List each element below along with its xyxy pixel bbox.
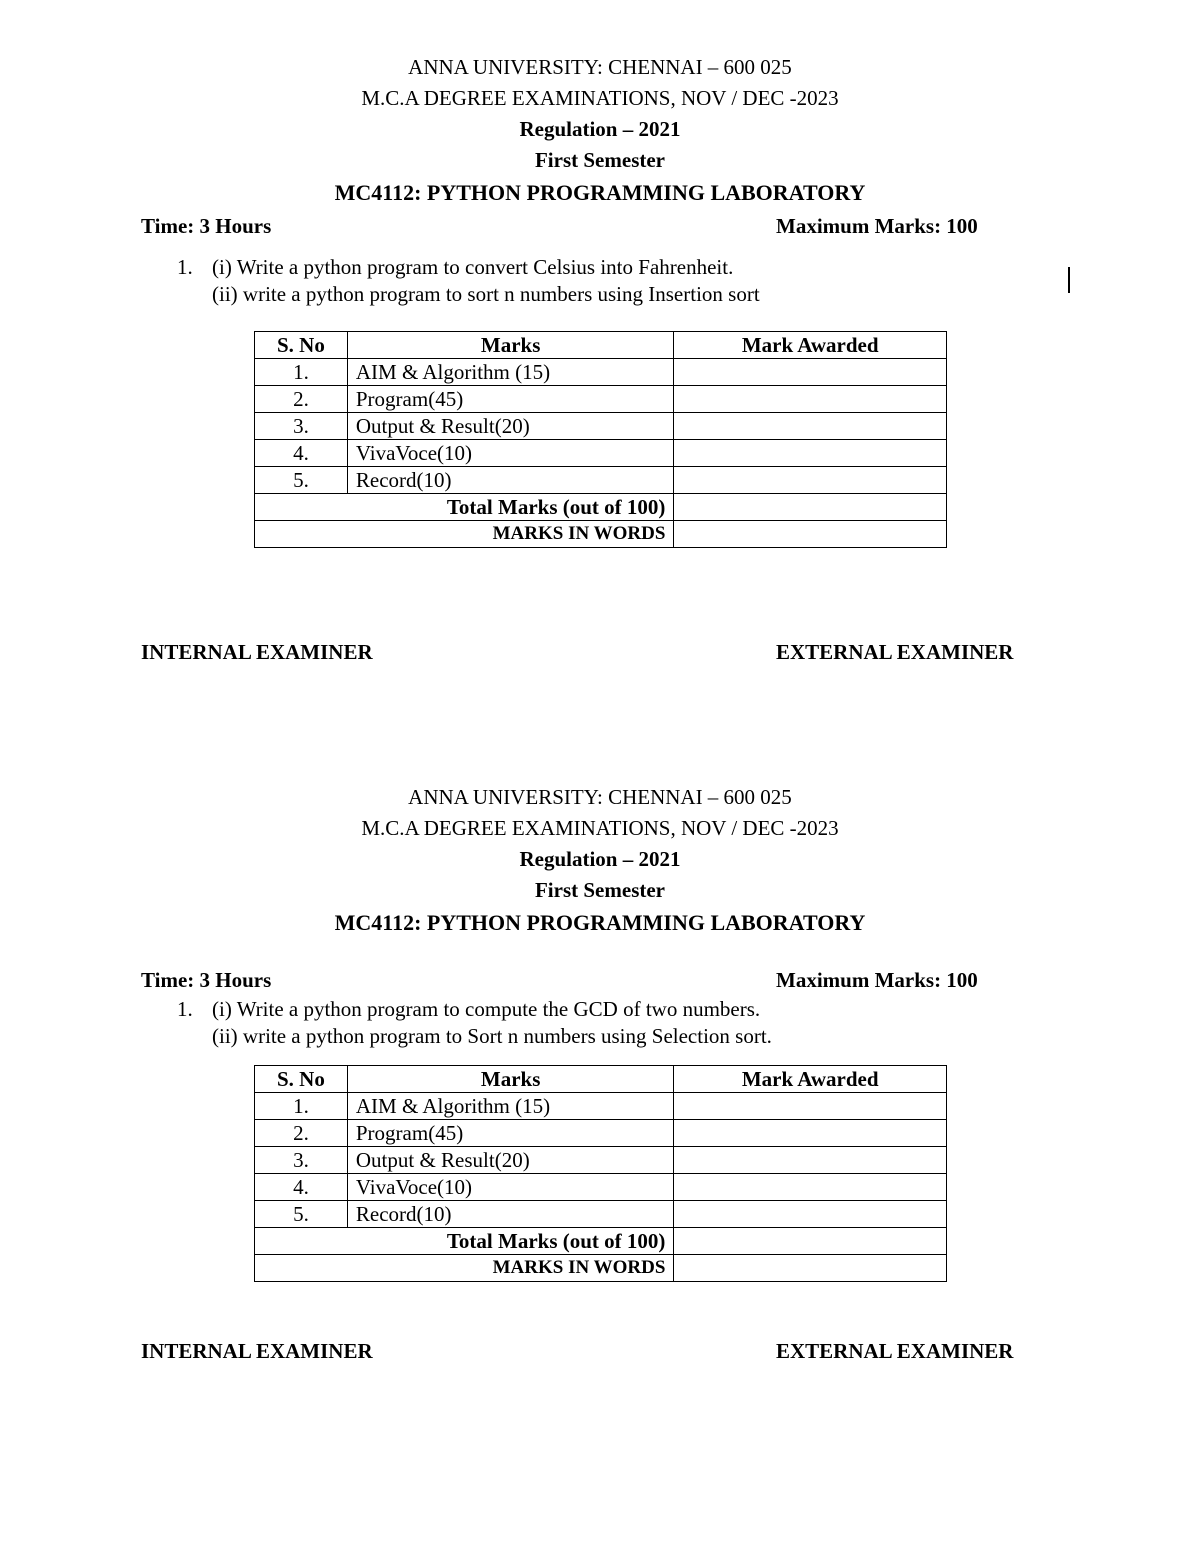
row-item: VivaVoce(10) [347,440,674,467]
row-item: AIM & Algorithm (15) [347,1093,674,1120]
university-heading: ANNA UNIVERSITY: CHENNAI – 600 025 [408,785,792,809]
row-sno: 3. [255,413,348,440]
row-item: VivaVoce(10) [347,1174,674,1201]
words-label: MARKS IN WORDS [255,521,674,548]
row-sno: 1. [255,359,348,386]
exam-sheet-1 [0,52,1200,664]
row-item: Program(45) [347,1120,674,1147]
mark-awarded-cell[interactable] [674,1174,947,1201]
row-sno: 5. [255,1201,348,1228]
mark-awarded-cell[interactable] [674,1120,947,1147]
mark-awarded-cell[interactable] [674,467,947,494]
row-item: Output & Result(20) [347,1147,674,1174]
university-heading: ANNA UNIVERSITY: CHENNAI – 600 025 [408,55,792,79]
row-sno: 2. [255,1120,348,1147]
row-sno: 4. [255,440,348,467]
marks-table [254,1065,947,1282]
examiner-row [0,640,1200,670]
semester-heading: First Semester [534,148,666,172]
regulation-heading: Regulation – 2021 [519,117,681,141]
row-item: Record(10) [347,467,674,494]
row-sno: 3. [255,1147,348,1174]
total-row [255,494,947,521]
marks-table [254,331,947,548]
words-label: MARKS IN WORDS [255,1255,674,1282]
internal-examiner: INTERNAL EXAMINER [141,640,373,664]
header-sno: S. No [255,332,348,359]
table-row [255,1093,947,1120]
mark-awarded-cell[interactable] [674,413,947,440]
time-marks-row [0,964,1200,996]
total-row [255,1228,947,1255]
words-row [255,521,947,548]
table-row [255,1147,947,1174]
mark-awarded-cell[interactable] [674,440,947,467]
question-number: 1. [177,997,193,1021]
total-cell[interactable] [674,1228,947,1255]
row-sno: 4. [255,1174,348,1201]
external-examiner: EXTERNAL EXAMINER [776,1339,1014,1363]
total-cell[interactable] [674,494,947,521]
row-item: Record(10) [347,1201,674,1228]
row-item: AIM & Algorithm (15) [347,359,674,386]
words-cell[interactable] [674,1255,947,1282]
header-mark-awarded: Mark Awarded [674,1066,947,1093]
exam-sheet-2 [0,782,1200,1363]
header-marks: Marks [347,332,674,359]
header-sno: S. No [255,1066,348,1093]
question-number: 1. [177,255,193,279]
table-row [255,467,947,494]
examiner-row [0,1339,1200,1369]
words-cell[interactable] [674,521,947,548]
external-examiner: EXTERNAL EXAMINER [776,640,1014,664]
row-item: Output & Result(20) [347,413,674,440]
header-mark-awarded: Mark Awarded [674,332,947,359]
course-title: MC4112: PYTHON PROGRAMMING LABORATORY [334,180,866,205]
max-marks-label: Maximum Marks: 100 [776,968,978,992]
question-part-ii: (ii) write a python program to sort n numbers using Insertion sort [212,282,760,306]
table-row [255,359,947,386]
time-label: Time: 3 Hours [141,214,272,238]
mark-awarded-cell[interactable] [674,1147,947,1174]
question-part-i: (i) Write a python program to convert Celsius into Fahrenheit. [212,255,734,279]
exam-heading: M.C.A DEGREE EXAMINATIONS, NOV / DEC -2023 [361,86,839,110]
internal-examiner: INTERNAL EXAMINER [141,1339,373,1363]
header-marks: Marks [347,1066,674,1093]
mark-awarded-cell[interactable] [674,1201,947,1228]
row-sno: 2. [255,386,348,413]
regulation-heading: Regulation – 2021 [519,847,681,871]
question-block [0,996,1200,1066]
table-row [255,1174,947,1201]
words-row [255,1255,947,1282]
row-sno: 5. [255,467,348,494]
question-block [0,254,1200,324]
table-header-row [255,1066,947,1093]
table-row [255,386,947,413]
time-marks-row [0,210,1200,242]
table-header-row [255,332,947,359]
mark-awarded-cell[interactable] [674,386,947,413]
question-part-ii: (ii) write a python program to Sort n numbers using Selection sort. [212,1024,772,1048]
question-part-i: (i) Write a python program to compute the GCD of two numbers. [212,997,761,1021]
semester-heading: First Semester [534,878,666,902]
time-label: Time: 3 Hours [141,968,272,992]
total-label: Total Marks (out of 100) [255,494,674,521]
table-row [255,413,947,440]
table-row [255,440,947,467]
table-row [255,1120,947,1147]
total-label: Total Marks (out of 100) [255,1228,674,1255]
table-row [255,1201,947,1228]
exam-heading: M.C.A DEGREE EXAMINATIONS, NOV / DEC -2023 [361,816,839,840]
course-title: MC4112: PYTHON PROGRAMMING LABORATORY [334,910,866,935]
mark-awarded-cell[interactable] [674,359,947,386]
row-sno: 1. [255,1093,348,1120]
mark-awarded-cell[interactable] [674,1093,947,1120]
row-item: Program(45) [347,386,674,413]
max-marks-label: Maximum Marks: 100 [776,214,978,238]
